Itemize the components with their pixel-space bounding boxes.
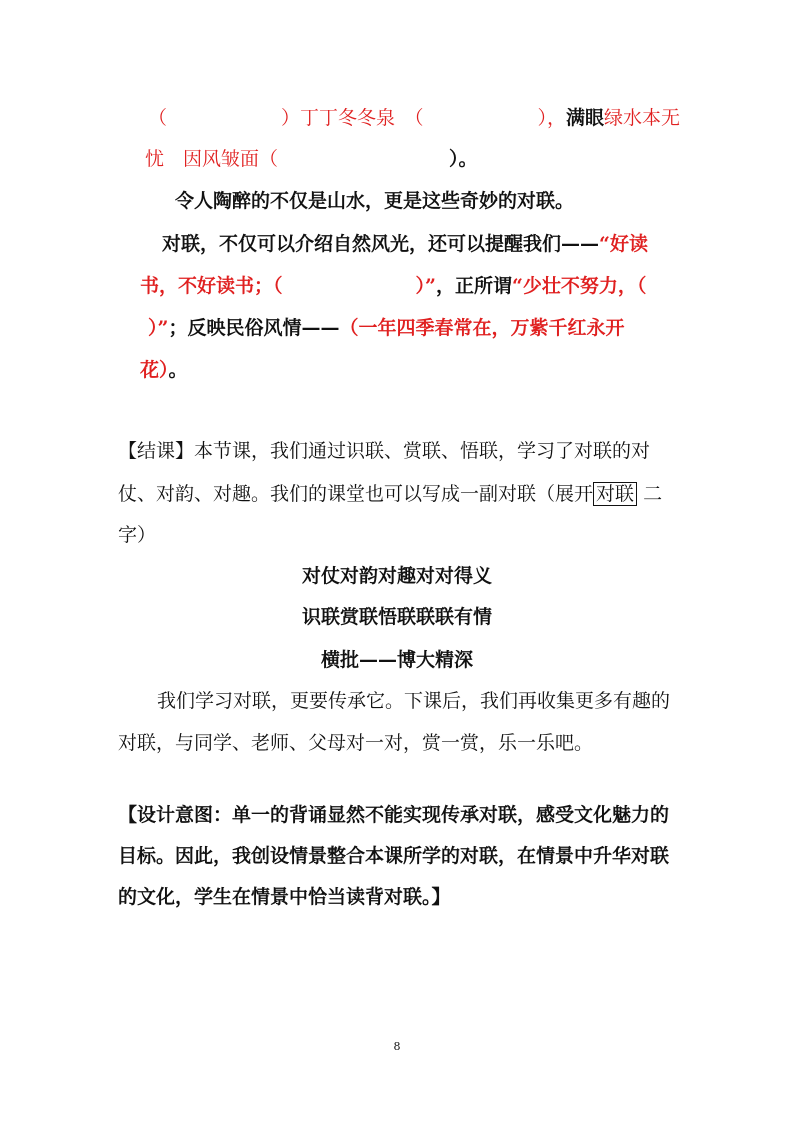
para-text: ）” (148, 317, 169, 339)
closing-line-3: 字） (118, 524, 157, 546)
closing-text: 二 (637, 483, 663, 505)
homework-line-2: 对联，与同学、老师、父母对一对，赏一赏，乐一乐吧。 (118, 732, 594, 754)
para-text: “少壮不努力，（ (511, 275, 647, 297)
couplet-para-line-3 (148, 315, 624, 341)
para-text: 对联，不仅可以介绍自然风光，还可以提醒我们—— (162, 233, 600, 255)
lower-couplet: 识联赏联悟联联联有情 (301, 606, 492, 628)
homework-line-1: 我们学习对联，更要传承它。下课后，我们再收集更多有趣的 (157, 690, 671, 712)
intro-text: 令人陶醉的不仅是山水，更是这些奇妙的对联。 (175, 190, 575, 212)
fill-in-text: 满眼 (566, 107, 605, 129)
para-text: ，正所谓 (435, 275, 512, 297)
closing-line-2 (118, 481, 662, 507)
upper-couplet: 对仗对韵对趣对对得义 (301, 565, 492, 587)
fill-in-text: ）。 (449, 148, 478, 170)
horizontal-scroll: 横批——博大精深 (320, 649, 473, 671)
para-text: ；反映民俗风情—— (168, 317, 340, 339)
fill-in-text: （ ）丁丁冬冬泉 （ ）， (148, 107, 567, 129)
boxed-word: 对联 (593, 482, 637, 506)
couplet-para-line-4 (140, 357, 188, 383)
design-intent-line-3: 的文化，学生在情景中恰当读背对联。】 (118, 886, 451, 908)
para-text: （一年四季春常在，万紫千红永开 (339, 317, 625, 339)
page-number: 8 (393, 1040, 401, 1053)
para-text: 花） (140, 359, 169, 381)
design-intent-line-2: 目标。因此，我创设情景整合本课所学的对联，在情景中升华对联 (118, 845, 670, 867)
para-text: “好读 (599, 233, 648, 255)
couplet-para-line-1 (162, 231, 648, 257)
closing-line-1: 【结课】本节课，我们通过识联、赏联、悟联，学习了对联的对 (118, 440, 651, 462)
closing-text: 仗、对韵、对趣。我们的课堂也可以写成一副对联（展开 (118, 483, 594, 505)
fill-in-line-1 (148, 105, 680, 131)
fill-in-text: 忧 因风皱面（ (145, 148, 450, 170)
para-text: 书，不好读书；（ ）” (140, 275, 436, 297)
fill-in-text: 绿水本无 (604, 107, 681, 129)
para-text: 。 (168, 359, 188, 381)
couplet-para-line-2 (140, 273, 646, 299)
fill-in-line-2 (145, 146, 478, 172)
design-intent-line-1: 【设计意图：单一的背诵显然不能实现传承对联，感受文化魅力的 (118, 804, 670, 826)
